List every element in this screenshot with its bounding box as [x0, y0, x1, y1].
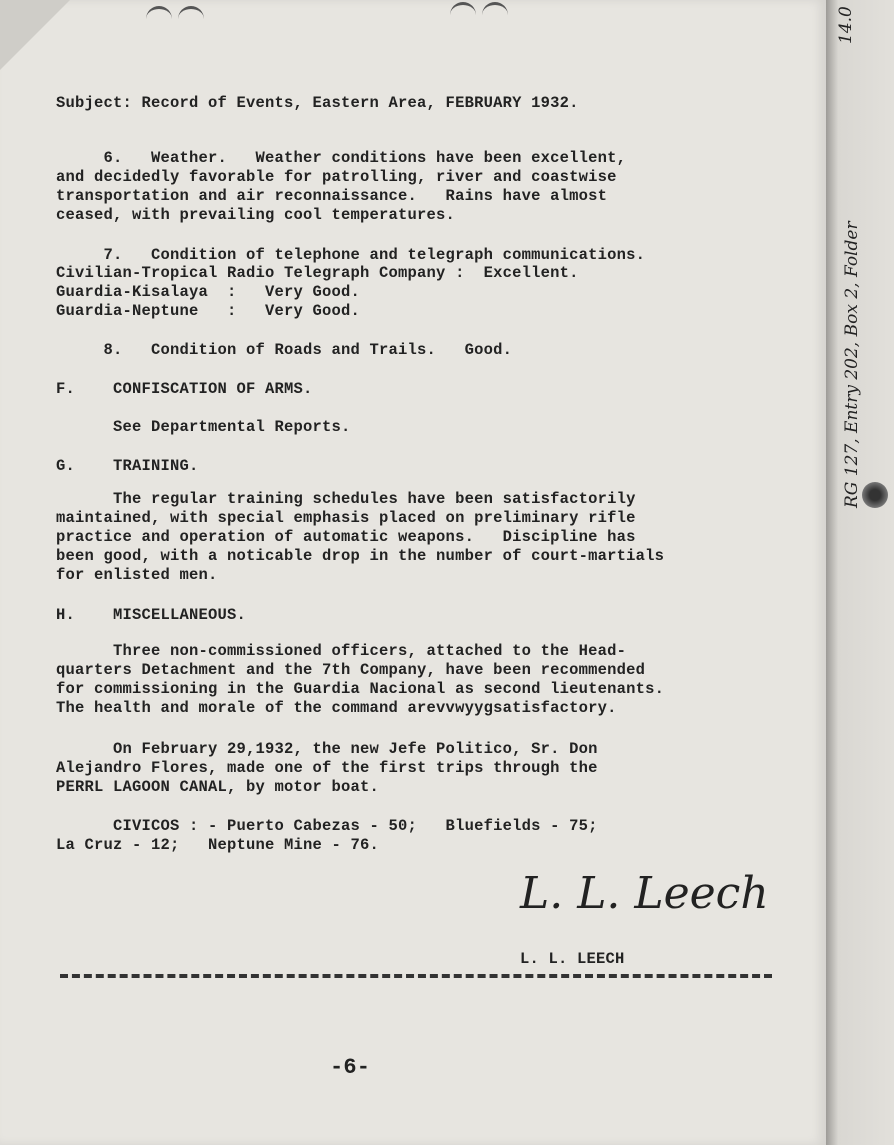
- misc-line: PERRL LAGOON CANAL, by motor boat.: [56, 778, 380, 796]
- page-number: -6-: [330, 1055, 371, 1080]
- misc-line: Three non-commissioned officers, attached to the Head-: [56, 642, 627, 660]
- section-heading: F. CONFISCATION OF ARMS.: [56, 380, 313, 398]
- misc-line: for commissioning in the Guardia Nacional as second lieutenants.: [56, 680, 665, 698]
- punch-hole: [178, 6, 204, 23]
- training-line: The regular training schedules have been satisfactorily: [56, 490, 636, 508]
- section-heading: H. MISCELLANEOUS.: [56, 606, 247, 624]
- training-line: been good, with a noticable drop in the number of court-martials: [56, 547, 665, 565]
- communications-line: Guardia-Kisalaya : Very Good.: [56, 283, 361, 301]
- binding-strip: [826, 0, 894, 1145]
- archive-reference-note: RG 127, Entry 202, Box 2, Folder: [842, 221, 862, 508]
- section-body: See Departmental Reports.: [56, 418, 351, 436]
- training-line: practice and operation of automatic weapons. Discipline has: [56, 528, 636, 546]
- misc-line: quarters Detachment and the 7th Company, have been recommended: [56, 661, 646, 679]
- typed-signature: L. L. LEECH: [520, 950, 625, 968]
- communications-line: 7. Condition of telephone and telegraph communications.: [56, 246, 646, 264]
- weather-line: ceased, with prevailing cool temperatures.: [56, 206, 456, 224]
- folded-corner: [0, 0, 70, 70]
- misc-line: On February 29,1932, the new Jefe Politico, Sr. Don: [56, 740, 598, 758]
- misc-line: La Cruz - 12; Neptune Mine - 76.: [56, 836, 380, 854]
- communications-line: Guardia-Neptune : Very Good.: [56, 302, 361, 320]
- corner-note: 14.0: [836, 6, 856, 44]
- punch-hole: [146, 6, 172, 23]
- dashed-separator: [60, 974, 772, 978]
- training-line: maintained, with special emphasis placed on preliminary rifle: [56, 509, 636, 527]
- weather-line: and decidedly favorable for patrolling, river and coastwise: [56, 168, 617, 186]
- section-heading: G. TRAINING.: [56, 457, 199, 475]
- training-line: for enlisted men.: [56, 566, 218, 584]
- misc-line: The health and morale of the command arevvwyygsatisfactory.: [56, 699, 617, 717]
- misc-line: Alejandro Flores, made one of the first trips through the: [56, 759, 598, 777]
- handwritten-signature: L. L. Leech: [520, 868, 769, 919]
- binding-ring: [862, 482, 888, 508]
- communications-line: Civilian-Tropical Radio Telegraph Company : Excellent.: [56, 264, 579, 282]
- misc-line: CIVICOS : - Puerto Cabezas - 50; Bluefields - 75;: [56, 817, 598, 835]
- weather-line: transportation and air reconnaissance. Rains have almost: [56, 187, 608, 205]
- punch-hole: [482, 2, 508, 19]
- subject-line: Subject: Record of Events, Eastern Area, FEBRUARY 1932.: [56, 94, 579, 112]
- weather-line: 6. Weather. Weather conditions have been excellent,: [56, 149, 627, 167]
- roads-line: 8. Condition of Roads and Trails. Good.: [56, 341, 513, 359]
- punch-hole: [450, 2, 476, 19]
